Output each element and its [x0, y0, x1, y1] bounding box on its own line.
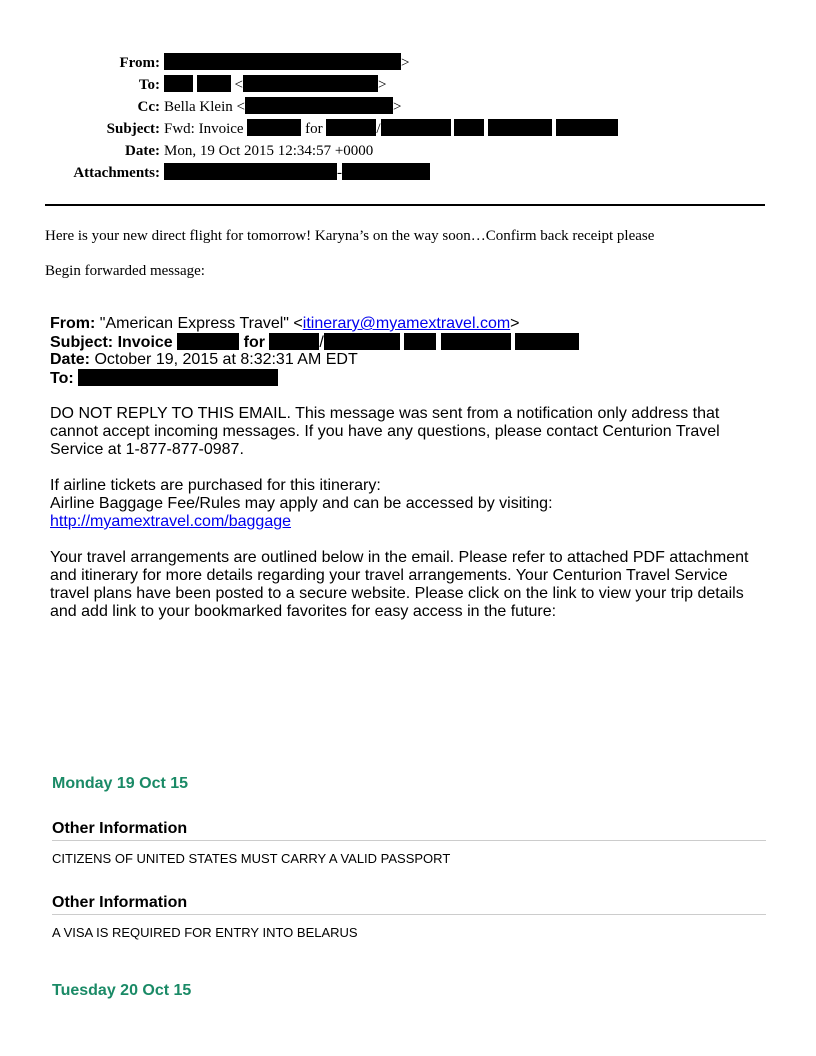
cc-name: Bella Klein < — [164, 99, 245, 115]
attachments-label: Attachments: — [73, 165, 160, 181]
to-label: To: — [138, 77, 160, 93]
header-subject-row — [0, 119, 816, 139]
to-bracket: < — [234, 77, 243, 93]
redaction-block — [515, 333, 579, 350]
header-divider — [45, 204, 765, 206]
subject-value — [164, 119, 618, 139]
forwarded-date-row — [50, 351, 358, 369]
redaction-block — [78, 369, 278, 386]
section-divider — [52, 840, 766, 841]
body-note: Here is your new direct flight for tomorrow! Karyna’s on the way soon…Confirm back receipt please — [45, 228, 655, 244]
redaction-block — [381, 119, 451, 136]
redaction-block — [164, 75, 193, 92]
header-from-row — [0, 53, 816, 73]
fwd-from-name: "American Express Travel" < — [99, 315, 303, 332]
attachments-dash: - — [337, 165, 342, 181]
forward-intro: Begin forwarded message: — [45, 263, 205, 279]
fwd-date-value: October 19, 2015 at 8:32:31 AM EDT — [94, 351, 358, 368]
redaction-block — [164, 53, 401, 70]
redaction-block — [247, 119, 301, 136]
day-heading-tuesday: Tuesday 20 Oct 15 — [52, 982, 192, 999]
notice-paragraph: DO NOT REPLY TO THIS EMAIL. This message was sent from a notification only address that cannot accept incoming messages. If you have any questions, please contact Centurion Travel Service at 1-877-877-0987. — [50, 405, 720, 458]
redaction-block — [269, 333, 319, 350]
fwd-to-label: To: — [50, 370, 74, 387]
section-title: Other Information — [52, 820, 188, 837]
date-value: Mon, 19 Oct 2015 12:34:57 +0000 — [164, 143, 374, 159]
redaction-block — [177, 333, 239, 350]
section-text: CITIZENS OF UNITED STATES MUST CARRY A VALID PASSPORT — [52, 851, 451, 866]
forwarded-from-row — [50, 315, 520, 333]
section-divider — [52, 914, 766, 915]
fwd-from-label: From: — [50, 315, 96, 332]
redaction-block — [454, 119, 484, 136]
subject-slash: / — [376, 121, 381, 137]
redaction-block — [243, 75, 378, 92]
redaction-block — [441, 333, 511, 350]
redaction-block — [164, 163, 337, 180]
subject-label: Subject: — [106, 121, 160, 137]
to-suffix: > — [377, 77, 387, 93]
subject-for: for — [305, 121, 323, 137]
fwd-date-label: Date: — [50, 351, 91, 368]
cc-value — [164, 97, 401, 117]
baggage-link[interactable]: http://myamextravel.com/baggage — [50, 513, 292, 530]
day-heading-monday: Monday 19 Oct 15 — [52, 775, 189, 792]
fwd-from-email-link[interactable]: itinerary@myamextravel.com — [302, 315, 511, 332]
redaction-block — [556, 119, 618, 136]
redaction-block — [488, 119, 552, 136]
from-label: From: — [119, 55, 160, 71]
fwd-subject-slash: / — [319, 334, 324, 351]
redaction-block — [342, 163, 430, 180]
subject-prefix: Fwd: Invoice — [164, 121, 244, 137]
cc-suffix: > — [392, 99, 402, 115]
date-label: Date: — [125, 143, 160, 159]
redaction-block — [404, 333, 436, 350]
forwarded-subject-row — [50, 333, 579, 352]
baggage-paragraph — [50, 477, 770, 531]
header-attachments-row — [0, 163, 816, 183]
from-value — [164, 53, 409, 73]
arrangements-paragraph: Your travel arrangements are outlined below in the email. Please refer to attached PDF attachment and itinerary for more details regarding your travel arrangements. Your Centurion Travel Service travel plans have been posted to a secure website. Please click on the link to view your trip details and add link to your bookmarked favorites for easy access in the future: — [50, 549, 749, 620]
header-cc-row — [0, 97, 816, 117]
header-to-row — [0, 75, 816, 95]
from-suffix: > — [401, 55, 410, 71]
header-date-row — [0, 141, 816, 161]
baggage-line-2: Airline Baggage Fee/Rules may apply and can be accessed by visiting: — [50, 495, 553, 512]
redaction-block — [245, 97, 393, 114]
baggage-line-1: If airline tickets are purchased for this itinerary: — [50, 477, 381, 494]
fwd-subject-label: Subject: Invoice — [50, 334, 173, 351]
redaction-block — [326, 119, 376, 136]
section-title: Other Information — [52, 894, 188, 911]
attachments-value — [164, 163, 430, 183]
section-text: A VISA IS REQUIRED FOR ENTRY INTO BELARUS — [52, 925, 358, 940]
fwd-subject-for: for — [243, 334, 265, 351]
redaction-block — [324, 333, 400, 350]
to-value — [164, 75, 386, 95]
forwarded-to-row — [50, 369, 278, 388]
fwd-from-close: > — [510, 315, 520, 332]
cc-label: Cc: — [137, 99, 160, 115]
redaction-block — [197, 75, 231, 92]
